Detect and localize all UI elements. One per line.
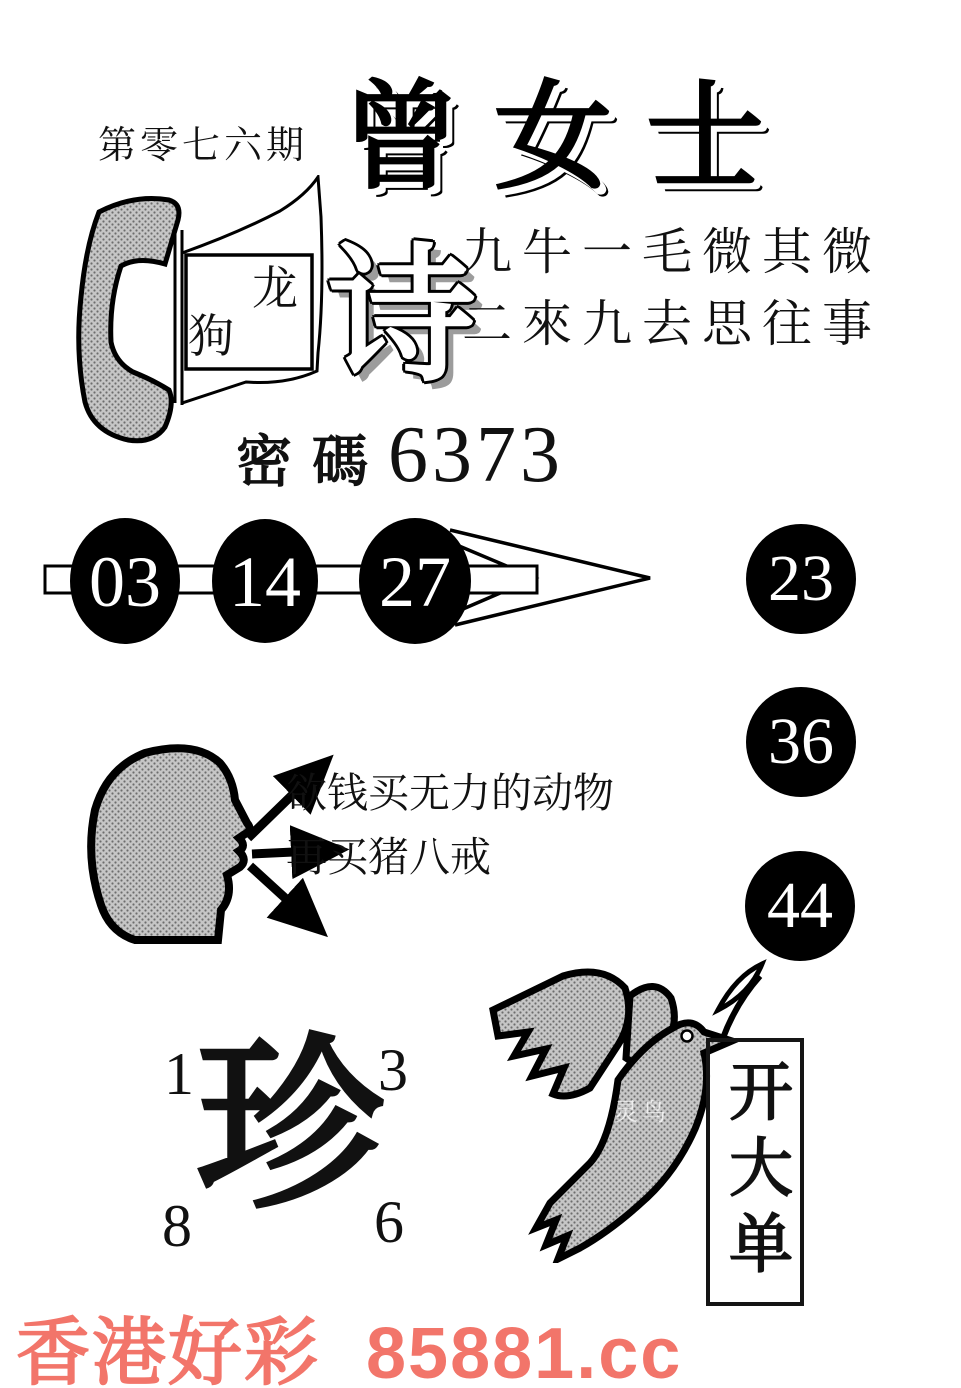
speech-line-1: 欲钱买无力的动物 [286, 770, 614, 816]
side-number-1: 23 [768, 542, 834, 615]
footer-site-url: 85881.cc [366, 1314, 683, 1388]
zodiac-dog: 狗 [188, 311, 234, 362]
side-number-ball-3 [745, 851, 855, 961]
footer [16, 1294, 682, 1388]
charm-character: 珍 [196, 1023, 384, 1232]
password-label: 密碼 [236, 432, 388, 494]
charm-corner-bottom-right: 6 [374, 1189, 404, 1255]
right-arrow-chain-icon [0, 505, 700, 665]
dove-watermark: 百灵鸟 [586, 1099, 670, 1126]
curled-scroll-icon [168, 175, 333, 415]
chain-number-1: 03 [89, 542, 161, 622]
footer-brand: 香港好彩 [16, 1311, 320, 1388]
poem-line-2: 二來九去思往事 [462, 296, 882, 352]
result-box [706, 1038, 804, 1306]
charm-corner-top-left: 1 [164, 1041, 194, 1107]
chain-number-2: 14 [229, 542, 301, 622]
side-number-3: 44 [767, 869, 833, 942]
side-number-ball-2 [746, 687, 856, 797]
charm-corner-top-right: 3 [378, 1037, 408, 1103]
page-title: 曾女士 [342, 73, 799, 204]
side-number-ball-1 [746, 524, 856, 634]
side-number-2: 36 [768, 705, 834, 778]
zodiac-dragon: 龙 [252, 263, 298, 314]
chain-number-3: 27 [379, 542, 451, 622]
password-row [236, 410, 564, 501]
password-value: 6373 [388, 411, 564, 499]
issue-label: 第零七六期 [98, 125, 309, 167]
speech-line-2: 再买猪八戒 [286, 834, 491, 880]
poem-word: 诗 [328, 236, 476, 400]
charm-corner-bottom-left: 8 [162, 1193, 192, 1259]
poem-line-1: 九牛一毛微其微 [462, 224, 882, 280]
result-box-text: 开大单 [720, 1058, 791, 1286]
